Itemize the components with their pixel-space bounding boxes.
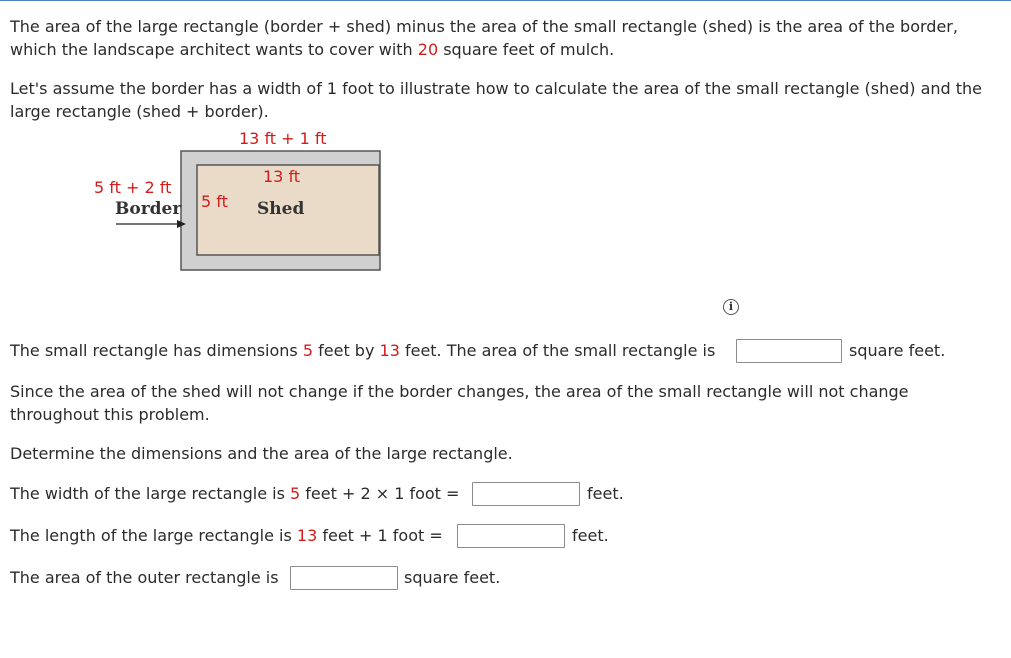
length-input[interactable]	[457, 524, 565, 548]
small-area-unit: square feet.	[849, 341, 946, 360]
border-label: Border	[115, 199, 182, 219]
outer-area-question: The area of the outer rectangle is	[10, 568, 279, 587]
outer-width-label: 13 ft + 1 ft	[239, 129, 327, 148]
width-question: The width of the large rectangle is 5 feet + 2 × 1 foot =	[10, 484, 460, 503]
outer-area-input[interactable]	[290, 566, 398, 590]
inner-height-label: 5 ft	[201, 192, 228, 211]
intro-paragraph-2: Let's assume the border has a width of 1 foot to illustrate how to calculate the area of the small rectangle (shed) and the large rectangle (shed + border).	[10, 79, 983, 121]
length-unit: feet.	[572, 526, 609, 545]
outer-area-unit: square feet.	[404, 568, 501, 587]
length-question: The length of the large rectangle is 13 feet + 1 foot =	[10, 526, 443, 545]
small-area-question: The small rectangle has dimensions 5 feet by 13 feet. The area of the small rectangle is	[10, 341, 716, 360]
intro-paragraph-1: The area of the large rectangle (border + shed) minus the area of the small rectangle (shed) is the area of the border, which the landscape architect wants to cover with 20 square feet of mulch.	[10, 17, 958, 59]
width-unit: feet.	[587, 484, 624, 503]
small-area-input[interactable]	[736, 339, 842, 363]
note-paragraph: Since the area of the shed will not change if the border changes, the area of the small rectangle will not change throughout this problem.	[10, 382, 909, 424]
shed-label: Shed	[257, 199, 305, 219]
inner-width-label: 13 ft	[263, 167, 301, 186]
width-input[interactable]	[472, 482, 580, 506]
diagram-svg	[0, 0, 1011, 300]
info-icon[interactable]: i	[723, 299, 739, 315]
determine-instruction: Determine the dimensions and the area of the large rectangle.	[10, 444, 513, 463]
outer-height-label: 5 ft + 2 ft	[94, 178, 172, 197]
